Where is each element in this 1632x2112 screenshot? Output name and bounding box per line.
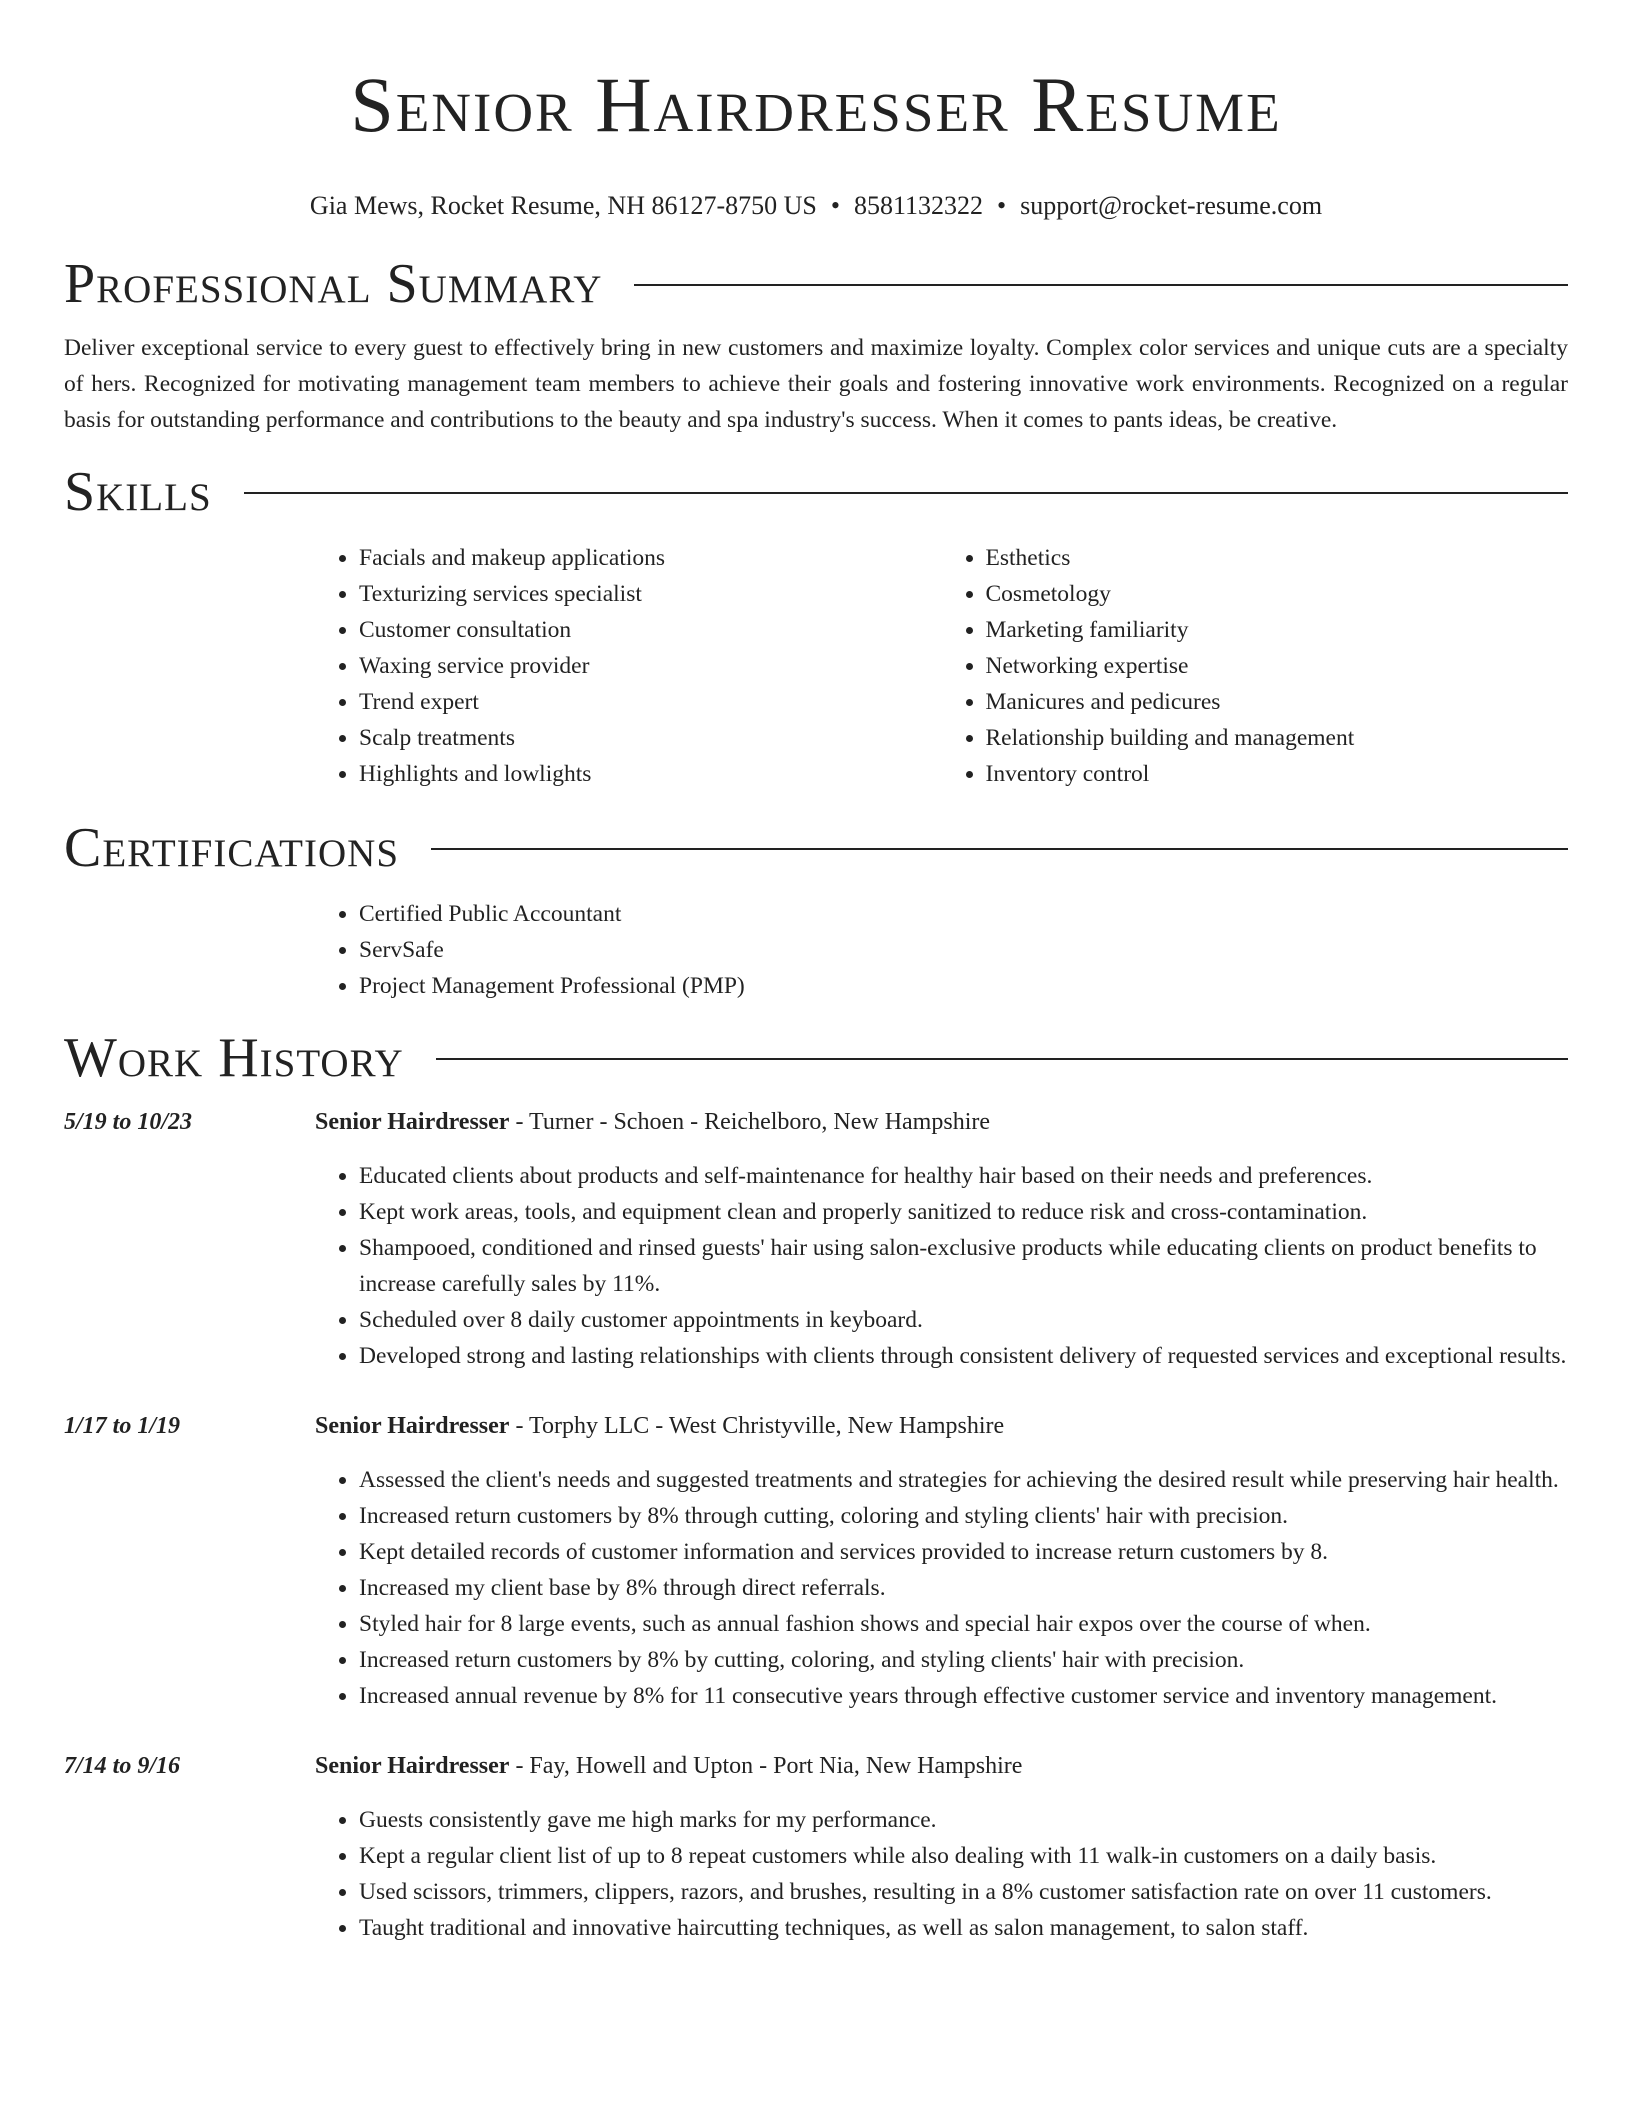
job-entry	[64, 1408, 1568, 1714]
job-dates: 7/14 to 9/16	[64, 1753, 181, 1779]
job-header	[315, 1104, 1568, 1140]
job-bullet: • Educated clients about products and self-maintenance for healthy hair based on their needs and preferences.	[359, 1158, 1568, 1194]
job-employer: - Fay, Howell and Upton - Port Nia, New Hampshire	[509, 1753, 1023, 1779]
skills-list-right	[942, 540, 1569, 792]
job-employer: - Torphy LLC - West Christyville, New Hampshire	[509, 1413, 1005, 1439]
skill-item: • Trend expert	[359, 684, 942, 720]
job-title: Senior Hairdresser	[315, 1413, 510, 1439]
skill-item: • Cosmetology	[986, 576, 1569, 612]
contact-phone: 8581132322	[853, 191, 984, 220]
job-bullet: • Shampooed, conditioned and rinsed guests' hair using salon-exclusive products while educating clients on product benefits to increase carefully sales by 11%.	[359, 1230, 1568, 1302]
certifications-list	[315, 896, 1568, 1004]
job-bullet: • Styled hair for 8 large events, such as annual fashion shows and special hair expos over the course of when.	[359, 1606, 1568, 1642]
job-bullets	[315, 1802, 1568, 1946]
skill-item: • Esthetics	[986, 540, 1569, 576]
job-bullets	[315, 1158, 1568, 1374]
job-bullet: • Increased return customers by 8% by cutting, coloring, and styling clients' hair with precision.	[359, 1642, 1568, 1678]
job-header	[315, 1408, 1568, 1444]
section-divider	[244, 492, 1568, 494]
job-bullets	[315, 1462, 1568, 1714]
job-bullet: • Kept detailed records of customer information and services provided to increase return customers by 8.	[359, 1534, 1568, 1570]
job-bullet: • Used scissors, trimmers, clippers, razors, and brushes, resulting in a 8% customer satisfaction rate on over 11 customers.	[359, 1874, 1568, 1910]
summary-text: Deliver exceptional service to every guest to effectively bring in new customers and maximize loyalty. Complex color services and unique cuts are a specialty of hers. Recognized for motivating management team members to achieve their goals and fostering innovative work environments. Recognized on a regular basis for outstanding performance and contributions to the beauty and spa industry's success. When it comes to pants ideas, be creative.	[64, 335, 1568, 433]
contact-separator: •	[997, 191, 1007, 220]
certifications-block	[315, 896, 1568, 1004]
job-bullet: • Kept work areas, tools, and equipment clean and properly sanitized to reduce risk and cross-contamination.	[359, 1194, 1568, 1230]
job-bullet: • Developed strong and lasting relationships with clients through consistent delivery of requested services and exceptional results.	[359, 1338, 1568, 1374]
skill-item: • Texturizing services specialist	[359, 576, 942, 612]
certifications-section-header	[64, 816, 1568, 880]
job-dates: 1/17 to 1/19	[64, 1413, 181, 1439]
job-bullet: • Increased annual revenue by 8% for 11 consecutive years through effective customer service and inventory management.	[359, 1678, 1568, 1714]
job-bullet: • Increased my client base by 8% through direct referrals.	[359, 1570, 1568, 1606]
contact-line	[64, 190, 1568, 222]
certification-item: • ServSafe	[359, 932, 1568, 968]
section-divider	[431, 848, 1568, 850]
job-content	[315, 1104, 1568, 1374]
job-content	[315, 1408, 1568, 1714]
job-bullet: • Increased return customers by 8% through cutting, coloring and styling clients' hair with precision.	[359, 1498, 1568, 1534]
skill-item: • Manicures and pedicures	[986, 684, 1569, 720]
job-content	[315, 1748, 1568, 1946]
section-divider	[634, 284, 1568, 286]
job-bullet: • Scheduled over 8 daily customer appointments in keyboard.	[359, 1302, 1568, 1338]
skill-item: • Marketing familiarity	[986, 612, 1569, 648]
certification-item: • Project Management Professional (PMP)	[359, 968, 1568, 1004]
job-header	[315, 1748, 1568, 1784]
skill-item: • Customer consultation	[359, 612, 942, 648]
skill-item: • Facials and makeup applications	[359, 540, 942, 576]
job-entry	[64, 1104, 1568, 1374]
skill-item: • Scalp treatments	[359, 720, 942, 756]
summary-heading: Professional Summary	[64, 253, 603, 315]
work-history-heading: Work History	[64, 1027, 404, 1089]
skill-item: • Highlights and lowlights	[359, 756, 942, 792]
contact-separator: •	[830, 191, 840, 220]
job-title: Senior Hairdresser	[315, 1109, 510, 1135]
skill-item: • Waxing service provider	[359, 648, 942, 684]
skill-item: • Networking expertise	[986, 648, 1569, 684]
job-employer: - Turner - Schoen - Reichelboro, New Hampshire	[509, 1109, 990, 1135]
skills-section-header	[64, 460, 1568, 524]
work-history-section-header	[64, 1026, 1568, 1090]
job-dates: 5/19 to 10/23	[64, 1109, 193, 1135]
certifications-heading: Certifications	[64, 817, 400, 879]
job-bullet: • Taught traditional and innovative haircutting techniques, as well as salon management, to salon staff.	[359, 1910, 1568, 1946]
job-entry	[64, 1748, 1568, 1946]
job-bullet: • Kept a regular client list of up to 8 repeat customers while also dealing with 11 walk-in customers on a daily basis.	[359, 1838, 1568, 1874]
job-bullet: • Assessed the client's needs and suggested treatments and strategies for achieving the desired result while preserving hair health.	[359, 1462, 1568, 1498]
certification-item: • Certified Public Accountant	[359, 896, 1568, 932]
contact-email: support@rocket-resume.com	[1020, 191, 1323, 220]
job-bullet: • Guests consistently gave me high marks for my performance.	[359, 1802, 1568, 1838]
section-divider	[436, 1058, 1568, 1060]
resume-title: Senior Hairdresser Resume	[350, 61, 1282, 148]
skill-item: • Relationship building and management	[986, 720, 1569, 756]
summary-section-header	[64, 252, 1568, 316]
skills-heading: Skills	[64, 461, 212, 523]
skills-columns	[315, 540, 1568, 792]
contact-address: Gia Mews, Rocket Resume, NH 86127-8750 US	[309, 191, 817, 220]
skill-item: • Inventory control	[986, 756, 1569, 792]
job-title: Senior Hairdresser	[315, 1753, 510, 1779]
skills-list-left	[315, 540, 942, 792]
